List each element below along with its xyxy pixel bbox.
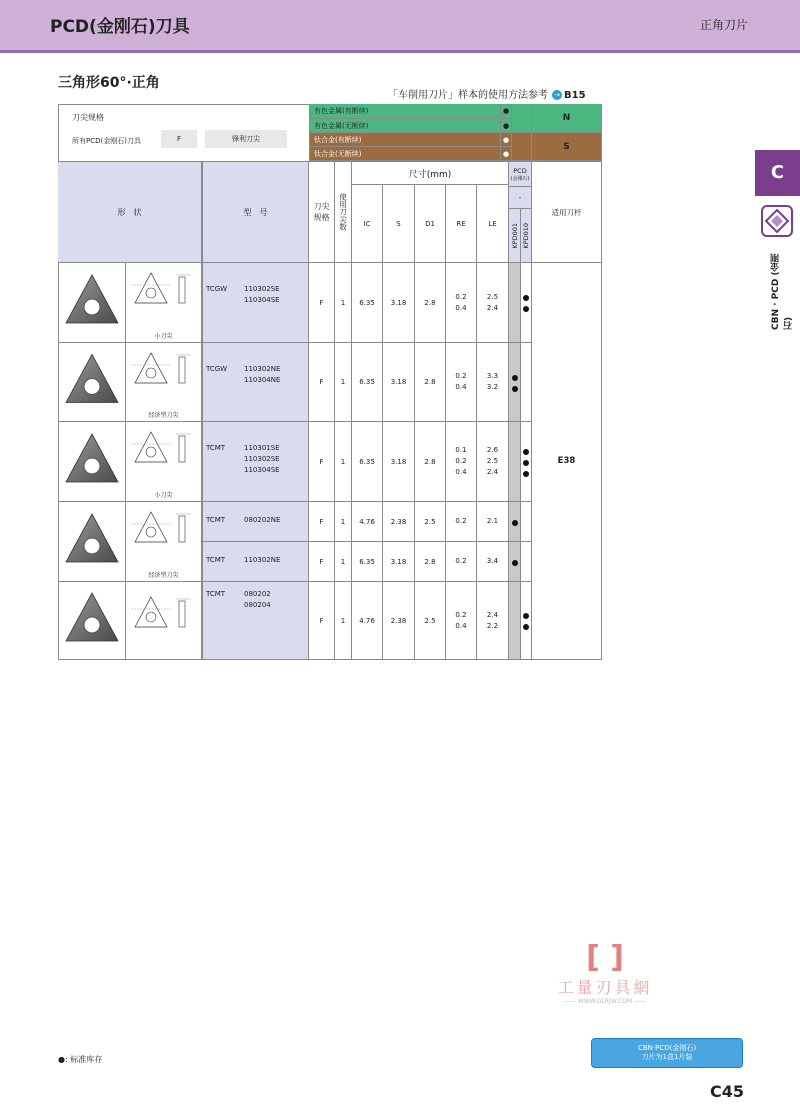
cell-tip: F xyxy=(309,542,335,582)
insert-photo xyxy=(58,582,126,660)
material-row-3: 钛合金(有断续) xyxy=(309,133,501,147)
cell-use: 1 xyxy=(335,502,352,542)
section-title: 三角形60°·正角 xyxy=(58,75,160,91)
cell-use: 1 xyxy=(335,542,352,582)
cell-le xyxy=(477,542,509,582)
insert-photo xyxy=(58,263,126,343)
watermark-logo: [ ] xyxy=(586,940,624,975)
cell-ic: 6.35 xyxy=(352,422,383,502)
insert-triangle-icon xyxy=(62,263,122,343)
grade-1-label: KPD001 xyxy=(510,222,519,249)
technical-drawing-icon xyxy=(129,504,199,570)
page-number: C45 xyxy=(709,1082,744,1101)
header-pcd-label: PCD xyxy=(513,166,527,175)
reference-note xyxy=(388,86,586,101)
model-code[interactable]: 110301SE xyxy=(244,444,280,452)
cell-le xyxy=(477,422,509,502)
model-code[interactable]: 110302SE xyxy=(244,455,280,463)
chapter-tab[interactable]: C xyxy=(755,150,800,196)
model-code[interactable]: 080204 xyxy=(244,601,271,609)
le-value: 3.3 xyxy=(486,372,499,380)
re-value: 0.2 xyxy=(455,372,467,380)
header-le: LE xyxy=(477,185,509,263)
material-mark-2: ● xyxy=(501,119,512,133)
model-series: TCGW xyxy=(206,285,228,293)
cell-use: 1 xyxy=(335,263,352,343)
watermark-url: —— WWW.GLRJW.COM —— xyxy=(563,998,646,1005)
stock-dot xyxy=(523,449,529,455)
model-code[interactable]: 110302SE xyxy=(244,285,280,293)
re-value: 0.4 xyxy=(455,621,467,630)
model-code[interactable]: 080202NE xyxy=(244,516,281,524)
cell-d1: 2.5 xyxy=(415,502,446,542)
technical-drawing-icon xyxy=(129,424,199,490)
insert-photo xyxy=(58,422,126,502)
stock-dot xyxy=(512,375,518,381)
cell-re xyxy=(446,263,477,343)
le-value: 3.4 xyxy=(486,557,499,565)
cell-ic: 4.76 xyxy=(352,502,383,542)
insert-drawing xyxy=(126,582,202,660)
grade-2-cell xyxy=(521,502,532,542)
header-ic: IC xyxy=(352,185,383,263)
grade-2-cell xyxy=(521,263,532,343)
le-value: 3.2 xyxy=(486,383,499,391)
model-code[interactable]: 110304SE xyxy=(244,466,280,474)
cell-ic: 6.35 xyxy=(352,542,383,582)
reference-text: 「车削用刀片」样本的使用方法参考 xyxy=(388,90,548,101)
header-grade-2 xyxy=(521,209,532,263)
material-row-2: 有色金属(无断续) xyxy=(309,119,501,133)
re-value: 0.2 xyxy=(455,610,467,619)
insert-caption: 经济型刀尖 xyxy=(148,572,179,579)
re-value: 0.4 xyxy=(455,383,467,391)
cell-s: 3.18 xyxy=(383,263,415,343)
header-line xyxy=(0,50,800,53)
header-d1: D1 xyxy=(415,185,446,263)
cell-re xyxy=(446,343,477,422)
technical-drawing-icon xyxy=(129,589,199,653)
cell-s: 2.38 xyxy=(383,582,415,660)
cell-re xyxy=(446,542,477,582)
material-row-1: 有色金属(有断续) xyxy=(309,104,501,119)
model-code[interactable]: 110302NE xyxy=(244,556,281,564)
model-code[interactable]: 110302NE xyxy=(244,365,281,373)
header-coating: - xyxy=(509,187,532,209)
insert-caption: 小刀尖 xyxy=(154,492,173,499)
cell-d1: 2.8 xyxy=(415,263,446,343)
cell-le xyxy=(477,502,509,542)
header-pcd-sub: (金刚石) xyxy=(510,175,530,182)
grade-2-cell xyxy=(521,582,532,660)
re-value: 0.4 xyxy=(455,468,467,476)
re-value: 0.2 xyxy=(455,292,467,301)
re-value: 0.2 xyxy=(455,517,467,525)
stock-dot xyxy=(512,520,518,526)
cell-re xyxy=(446,582,477,660)
insert-caption: 经济型刀尖 xyxy=(148,412,179,419)
cell-le xyxy=(477,263,509,343)
reference-page[interactable]: B15 xyxy=(564,90,586,101)
iso-n: N xyxy=(532,104,602,133)
header-dims: 尺寸(mm) xyxy=(352,161,509,185)
cell-le xyxy=(477,343,509,422)
grade-2-cell xyxy=(521,343,532,422)
insert-triangle-icon xyxy=(62,502,122,582)
le-value: 2.4 xyxy=(486,468,499,476)
cell-d1: 2.5 xyxy=(415,582,446,660)
insert-drawing xyxy=(126,502,202,582)
cell-tip: F xyxy=(309,502,335,542)
le-value: 2.2 xyxy=(486,621,499,630)
cell-s: 3.18 xyxy=(383,422,415,502)
packaging-line-1: CBN·PCD(金刚石) xyxy=(637,1044,697,1052)
stock-dot xyxy=(523,460,529,466)
model-series: TCMT xyxy=(206,590,226,598)
re-value: 0.4 xyxy=(455,303,467,312)
spec-code: F xyxy=(161,130,197,148)
cell-s: 3.18 xyxy=(383,542,415,582)
header-grade-1 xyxy=(509,209,521,263)
product-table xyxy=(58,104,602,660)
le-value: 2.5 xyxy=(486,457,499,465)
re-value: 0.2 xyxy=(455,557,467,565)
re-value: 0.2 xyxy=(455,457,467,465)
diamond-insert-icon xyxy=(761,205,793,237)
model-series: TCMT xyxy=(206,556,226,564)
cell-tip: F xyxy=(309,263,335,343)
insert-triangle-icon xyxy=(62,422,122,502)
header-s: S xyxy=(383,185,415,263)
header-holder: 适用刀杆 xyxy=(532,161,602,263)
header-use xyxy=(335,161,352,263)
packaging-note xyxy=(591,1038,743,1068)
cell-d1: 2.8 xyxy=(415,343,446,422)
material-mark-3b xyxy=(512,133,532,161)
grade-1-cell xyxy=(509,263,521,343)
technical-drawing-icon xyxy=(129,345,199,410)
cell-re xyxy=(446,422,477,502)
model-code[interactable]: 080202 xyxy=(244,590,271,598)
insert-caption: 小刀尖 xyxy=(154,333,173,340)
cell-le xyxy=(477,582,509,660)
le-value: 2.4 xyxy=(486,610,499,619)
insert-photo xyxy=(58,343,126,422)
grade-1-cell xyxy=(509,343,521,422)
cell-tip: F xyxy=(309,582,335,660)
category-title: 正角刀片 xyxy=(699,18,748,32)
stock-dot xyxy=(512,386,518,392)
grade-2-cell xyxy=(521,542,532,582)
cell-re xyxy=(446,502,477,542)
chapter-vertical-label: CBN · PCD (金刚石) xyxy=(771,253,794,330)
page-title: PCD(金刚石)刀具 xyxy=(50,17,190,37)
model-series: TCMT xyxy=(206,444,226,452)
cell-ic: 6.35 xyxy=(352,263,383,343)
iso-s: S xyxy=(532,133,602,161)
stock-legend: ●: 标准库存 xyxy=(58,1055,103,1064)
technical-drawing-icon xyxy=(129,265,199,331)
cell-ic: 6.35 xyxy=(352,343,383,422)
arrow-icon: → xyxy=(552,90,562,100)
watermark xyxy=(540,940,670,1005)
insert-drawing xyxy=(126,422,202,502)
cell-d1: 2.8 xyxy=(415,422,446,502)
model-series: TCMT xyxy=(206,516,226,524)
packaging-line-2: 刀片为1盒1片装 xyxy=(641,1053,693,1061)
insert-triangle-icon xyxy=(62,582,122,660)
stock-dot xyxy=(523,306,529,312)
grade-1-cell xyxy=(509,582,521,660)
spec-row-label: 所有PCD(金刚石)刀具 xyxy=(72,137,141,145)
header-tip: 刀尖规格 xyxy=(309,161,335,263)
stock-dot xyxy=(512,560,518,566)
watermark-name: 工量刃具網 xyxy=(557,978,653,997)
stock-dot xyxy=(523,295,529,301)
material-mark-1b xyxy=(512,104,532,133)
cell-d1: 2.8 xyxy=(415,542,446,582)
holder-value: E38 xyxy=(532,263,602,660)
cell-ic: 4.76 xyxy=(352,582,383,660)
material-mark-3: ● xyxy=(501,133,512,147)
header-re: RE xyxy=(446,185,477,263)
model-code[interactable]: 110304NE xyxy=(244,376,281,384)
header-pcd xyxy=(509,161,532,187)
stock-dot xyxy=(523,471,529,477)
le-value: 2.6 xyxy=(486,446,499,454)
insert-photo xyxy=(58,502,126,582)
material-row-4: 钛合金(无断续) xyxy=(309,147,501,161)
model-series: TCGW xyxy=(206,365,228,373)
header-model: 型 号 xyxy=(202,161,309,263)
insert-triangle-icon xyxy=(62,343,122,422)
insert-drawing xyxy=(126,343,202,422)
spec-desc: 锋利刀尖 xyxy=(205,130,287,148)
cell-s: 3.18 xyxy=(383,343,415,422)
header-shape: 形 状 xyxy=(58,161,202,263)
header-use-text: 使用刀尖数 xyxy=(338,193,348,231)
le-value: 2.1 xyxy=(486,517,499,525)
le-value: 2.5 xyxy=(486,292,499,301)
cell-s: 2.38 xyxy=(383,502,415,542)
model-code[interactable]: 110304SE xyxy=(244,296,280,304)
stock-dot xyxy=(523,624,529,630)
cell-use: 1 xyxy=(335,582,352,660)
grade-1-cell xyxy=(509,422,521,502)
cell-tip: F xyxy=(309,422,335,502)
spec-label: 刀尖规格 xyxy=(72,113,104,122)
re-value: 0.1 xyxy=(455,446,467,454)
insert-drawing xyxy=(126,263,202,343)
cell-use: 1 xyxy=(335,343,352,422)
le-value: 2.4 xyxy=(486,303,499,312)
material-mark-4: ● xyxy=(501,147,512,161)
cell-tip: F xyxy=(309,343,335,422)
grade-2-label: KPD010 xyxy=(522,222,530,249)
material-mark-1: ● xyxy=(501,104,512,119)
cell-use: 1 xyxy=(335,422,352,502)
stock-dot xyxy=(523,613,529,619)
